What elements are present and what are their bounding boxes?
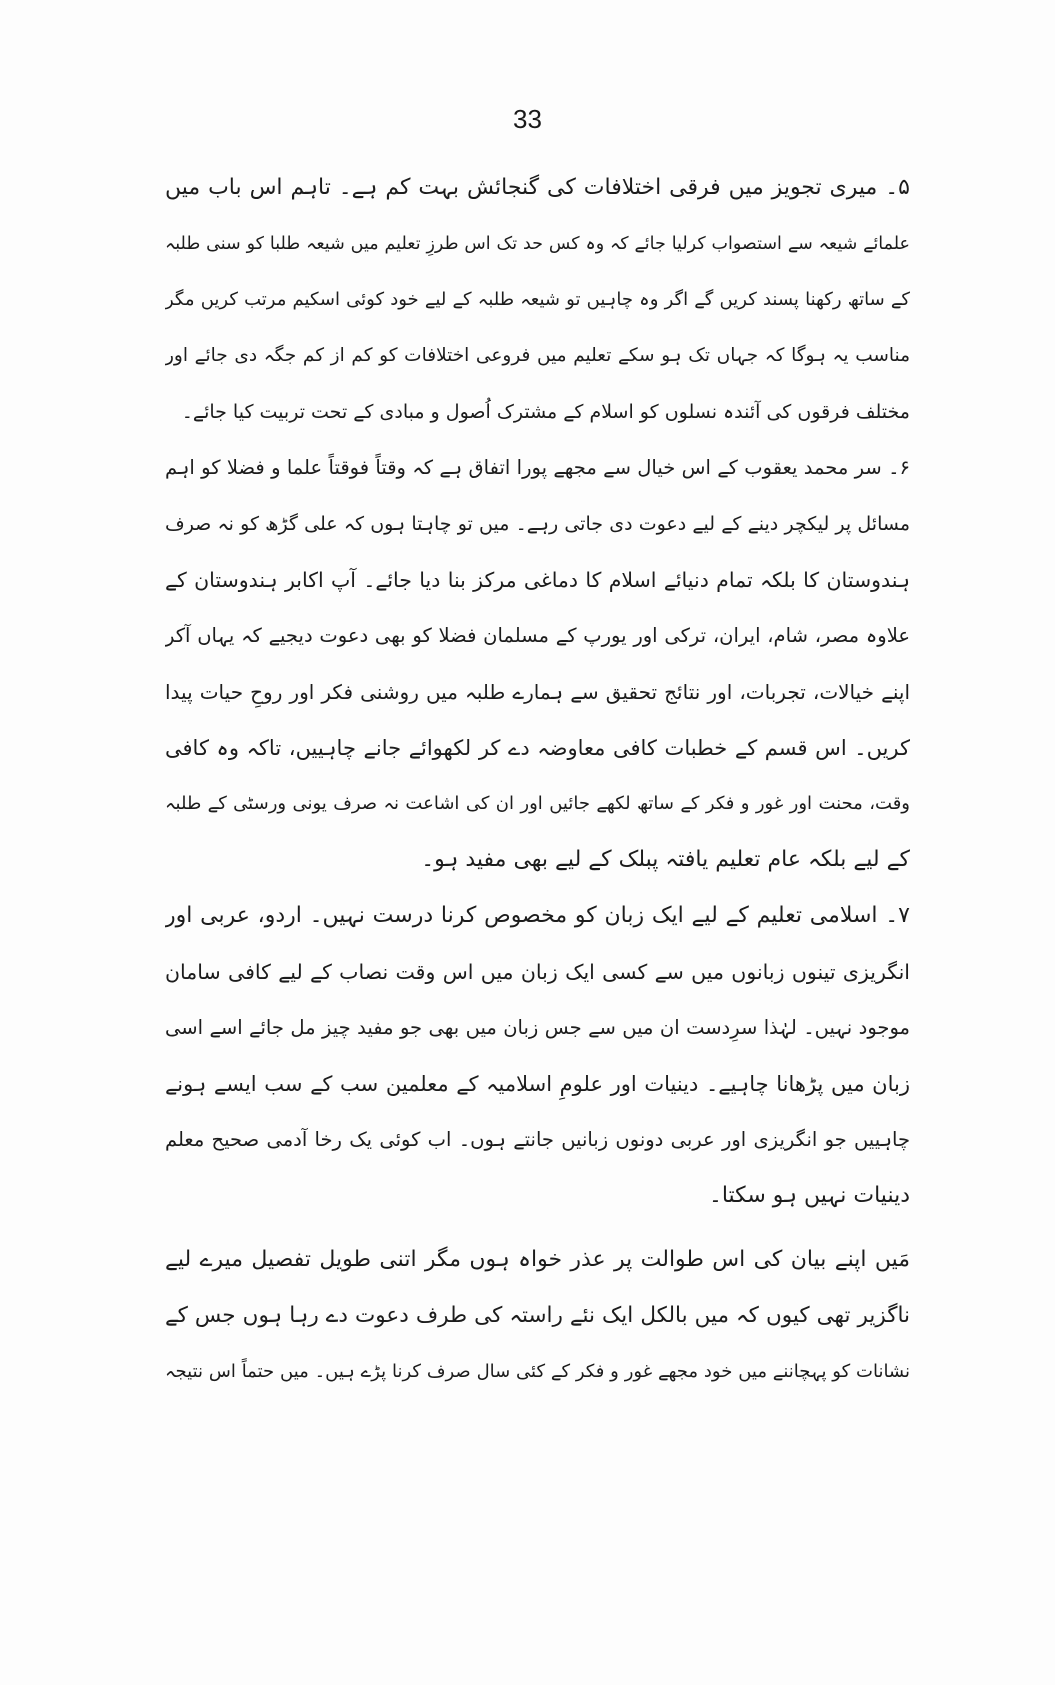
paragraph-6 [165, 440, 910, 888]
text-line: انگریزی تینوں زبانوں میں سے کسی ایک زبان میں اس وقت نصاب کے لیے کافی سامان [165, 960, 910, 984]
text-line: مناسب یہ ہوگا کہ جہاں تک ہو سکے تعلیم میں فروعی اختلافات کو کم از کم جگہ دی جائے اور [165, 345, 910, 366]
paragraph-spacer [165, 1224, 910, 1232]
text-line: ہندوستان کا بلکہ تمام دنیائے اسلام کا دماغی مرکز بنا دیا جائے۔ آپ اکابر ہندوستان کے [165, 568, 910, 592]
page-body [165, 160, 910, 1400]
paragraph-7 [165, 888, 910, 1224]
text-line: اپنے خیالات، تجربات، اور نتائج تحقیق سے ہمارے طلبہ میں روشنی فکر اور روحِ حیات پیدا [165, 680, 910, 704]
text-line: کریں۔ اس قسم کے خطبات کافی معاوضہ دے کر لکھوائے جانے چاہییں، تاکہ وہ کافی [165, 736, 910, 760]
text-line: چاہییں جو انگریزی اور عربی دونوں زبانیں جانتے ہوں۔ اب کوئی یک رخا آدمی صحیح معلم [165, 1128, 910, 1151]
paragraph-closing [165, 1232, 910, 1400]
text-line: مختلف فرقوں کی آئندہ نسلوں کو اسلام کے مشترک اُصول و مبادی کے تحت تربیت کیا جائے۔ [181, 401, 910, 423]
text-line: نشانات کو پہچاننے میں خود مجھے غور و فکر کے کئی سال صرف کرنا پڑے ہیں۔ میں حتماً اس نتیجہ [165, 1361, 910, 1382]
text-line: زبان میں پڑھانا چاہیے۔ دینیات اور علومِ اسلامیہ کے معلمین سب کے سب ایسے ہونے [165, 1072, 910, 1096]
text-line: ۵۔ میری تجویز میں فرقی اختلافات کی گنجائش بہت کم ہے۔ تاہم اس باب میں [165, 175, 910, 200]
text-line: وقت، محنت اور غور و فکر کے ساتھ لکھے جائیں اور ان کی اشاعت نہ صرف یونی ورسٹی کے طلبہ [165, 793, 910, 814]
text-line: موجود نہیں۔ لہٰذا سرِدست ان میں سے جس زبان میں بھی جو مفید چیز مل جائے اسے اسی [165, 1016, 910, 1039]
text-line: ۶۔ سر محمد یعقوب کے اس خیال سے مجھے پورا اتفاق ہے کہ وقتاً فوقتاً علما و فضلا کو اہم [165, 456, 910, 479]
paragraph-5 [165, 160, 910, 440]
page-number: 33 [513, 104, 542, 134]
text-line: مسائل پر لیکچر دینے کے لیے دعوت دی جاتی رہے۔ میں تو چاہتا ہوں کہ علی گڑھ کو نہ صرف [165, 513, 910, 535]
text-line: دینیات نہیں ہو سکتا۔ [708, 1183, 910, 1208]
text-line: کے لیے بلکہ عام تعلیم یافتہ پبلک کے لیے بھی مفید ہو۔ [421, 847, 910, 872]
text-line: ناگزیر تھی کیوں کہ میں بالکل ایک نئے راستہ کی طرف دعوت دے رہا ہوں جس کے [165, 1303, 910, 1328]
text-line: علمائے شیعہ سے استصواب کرلیا جائے کہ وہ کس حد تک اس طرزِ تعلیم میں شیعہ طلبا کو سنی طلبہ [165, 234, 910, 254]
text-line: مَیں اپنے بیان کی اس طوالت پر عذر خواہ ہوں مگر اتنی طویل تفصیل میرے لیے [165, 1247, 910, 1272]
text-line: علاوہ مصر، شام، ایران، ترکی اور یورپ کے مسلمان فضلا کو بھی دعوت دیجیے کہ یہاں آکر [165, 624, 910, 647]
text-line: کے ساتھ رکھنا پسند کریں گے اگر وہ چاہیں تو شیعہ طلبہ کے لیے خود کوئی اسکیم مرتب کریں مگر [165, 289, 910, 310]
text-line: ۷۔ اسلامی تعلیم کے لیے ایک زبان کو مخصوص کرنا درست نہیں۔ اردو، عربی اور [165, 903, 910, 928]
